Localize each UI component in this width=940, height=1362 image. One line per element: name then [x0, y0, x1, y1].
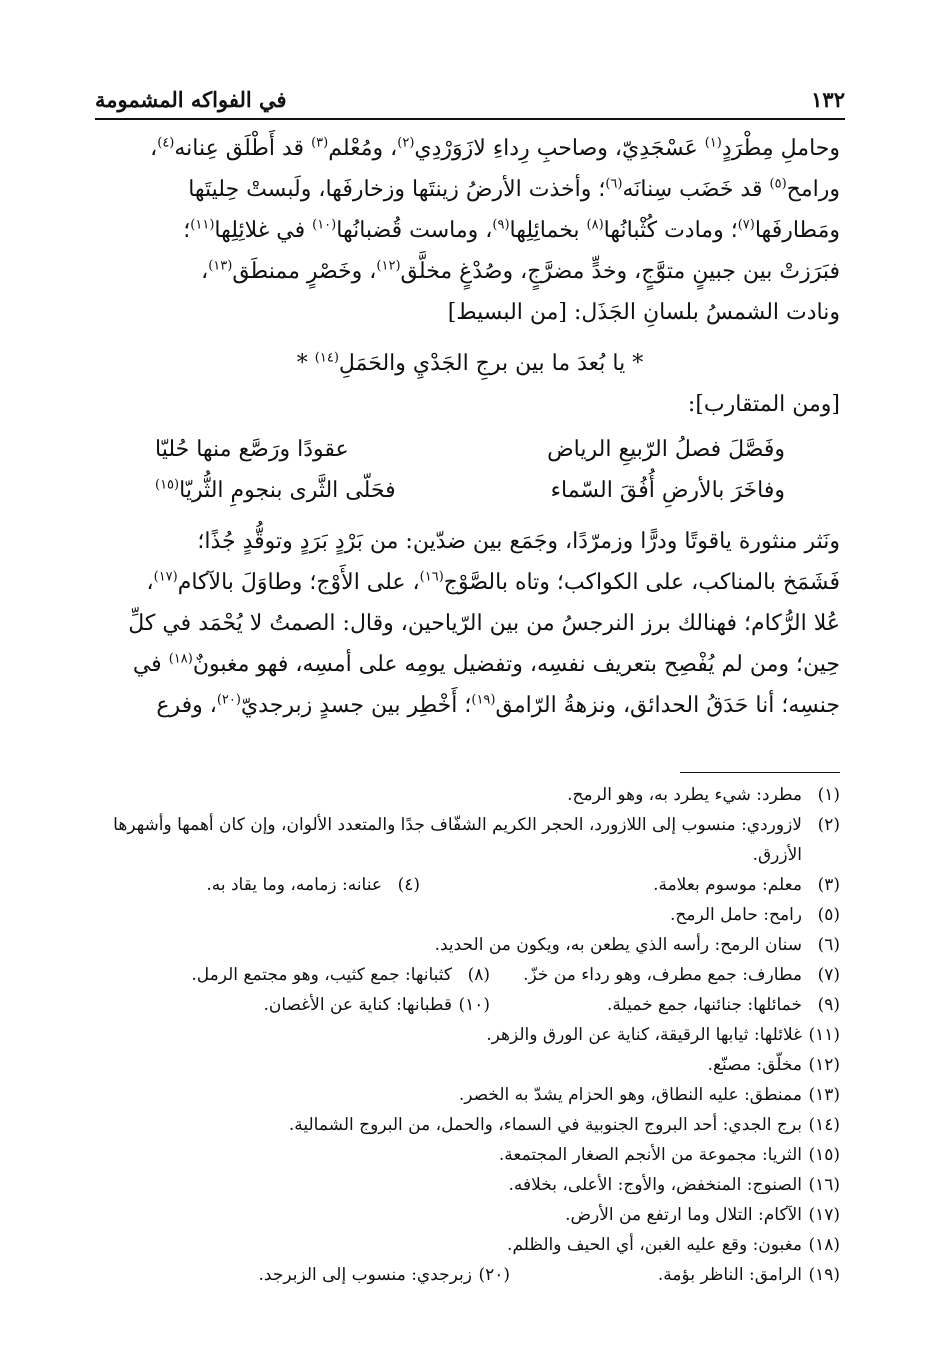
- footnote: (٥) رامح: حامل الرمح.: [670, 905, 840, 925]
- footnote-ref: (١٣): [208, 258, 233, 274]
- footnote: (١٢) مخلّق: مصنّع.: [707, 1055, 840, 1075]
- verse-hemistich: عقودًا ورَصَّع منها حُليّا: [155, 437, 349, 462]
- footnote: (١١) غلائلها: ثيابها الرقيقة، كناية عن الورق والزهر.: [486, 1025, 840, 1045]
- text-line: جنسِه؛ أنا حَدَقُ الحدائق، ونزهةُ الرّامق$^{(١٩)}$؛ أَخْطِر بين جسدٍ زبرجديّ$^{(٢٠)}$، وفرع: [156, 692, 840, 718]
- footnote-pair: [100, 870, 840, 900]
- text-line: ومَطارفَها$^{(٧)}$؛ ومادت كُثْبانُها$^{(٨)}$ بخمائِلِها$^{(٩)}$، وماست قُضبانُها$^{(١٠)}$ في غلائِلِها$^{(١١)}$؛: [183, 217, 840, 243]
- header-divider: [95, 118, 845, 120]
- footnote-ref: (١٧): [153, 569, 178, 585]
- footnote: (١٥) الثريا: مجموعة من الأنجم الصغار المجتمعة.: [498, 1145, 840, 1165]
- footnote: (٣) معلم: موسوم بعلامة.: [653, 875, 840, 895]
- footnotes: [100, 780, 840, 1290]
- footnote: (١٨) مغبون: وقع عليه الغبن، أي الحيف والظلم.: [507, 1235, 840, 1255]
- verse-hemistich: فحَلّى الثَّرى بنجومِ الثُّريّا$^{(١٥)}$: [155, 477, 396, 503]
- text-line: ونَثر منثورة ياقوتًا ودرًّا وزمرّدًا، وجَمَع بين ضدّين: من بَرْدٍ بَرَدٍ وتوقُّدٍ جُذًا؛: [197, 529, 840, 554]
- footnote: (١٧) الآكام: التلال وما ارتفع من الأرض.: [565, 1205, 840, 1225]
- footnote: (١٦) الصنوج: المنخفض، والأوج: الأعلى، بخلافه.: [508, 1175, 840, 1195]
- footnote: (٢) لازوردي: منسوب إلى اللازورد، الحجر الكريم الشفّاف جدًا والمتعدد الألوان، وإن كان أهمها وأشهرها الأزرق.: [113, 815, 840, 865]
- footnote-ref: (١٤): [314, 350, 339, 366]
- footnote: (٩) خمائلها: جنائنها، جمع خميلة.: [606, 995, 840, 1015]
- footnote: (١) مطرد: شيء يطرد به، وهو الرمح.: [567, 785, 840, 805]
- main-text: [100, 128, 840, 726]
- text-line: وحاملِ مِطْرَدٍ$^{(١)}$ عَسْجَدِيّ، وصاحبِ رِداءِ لازَوَرْدِي$^{(٢)}$، ومُعْلم$^{(٣)}$ قد أَطْلَق عِنانه$^{(٤)}$،: [150, 135, 840, 161]
- text-line: عُلا الرُّكام؛ فهنالك برز النرجسُ من بين الرّياحين، وقال: الصمتُ لا يُحْمَد في كلِّ: [128, 611, 840, 636]
- footnote-ref: (١٦): [419, 569, 444, 585]
- page-header: [95, 84, 845, 114]
- footnote: (١٠) قطبانها: كناية عن الأغصان.: [263, 995, 490, 1015]
- meter-line: [ومن المتقارب]:: [687, 392, 840, 417]
- text-line: فبَرَزتْ بين جبينٍ متوَّجٍ، وخدٍّ مضرَّجٍ، وصُدْغٍ مخلَّق$^{(١٢)}$، وخَصْرٍ ممنطَق$^{(١٣)}$،: [201, 258, 840, 284]
- footnote-pair: [100, 1260, 840, 1290]
- footnote-ref: (١٢): [376, 258, 401, 274]
- verse-row: [100, 429, 840, 470]
- verse-single: * يا بُعدَ ما بين برجِ الجَدْيِ والحَمَلِ$^{(١٤)}$ *: [296, 350, 644, 376]
- footnote: (٧) مطارف: جمع مطرف، وهو رداء من خزّ.: [523, 965, 840, 985]
- footnote-ref: (١٩): [471, 692, 496, 708]
- footnote: (٢٠) زبرجدي: منسوب إلى الزبرجد.: [258, 1265, 510, 1285]
- footnote-ref: (١): [704, 135, 722, 151]
- verse-hemistich: وفَصَّلَ فصلُ الرّبيعِ الرياض: [547, 437, 785, 462]
- footnote: (٨) كثبانها: جمع كثيب، وهو مجتمع الرمل.: [191, 965, 490, 985]
- text-line: ورامح$^{(٥)}$ قد خَضَب سِنانَه$^{(٦)}$؛ وأخذت الأرضُ زينتَها وزخارفَها، ولَبستْ حِليتَها: [188, 176, 840, 202]
- footnote-ref: (٦): [605, 176, 623, 192]
- meter-line: ونادت الشمسُ بلسانِ الجَذَل: [من البسيط]: [447, 300, 840, 325]
- footnote: (٦) سنان الرمح: رأسه الذي يطعن به، ويكون من الحديد.: [434, 935, 840, 955]
- footnote-ref: (٩): [492, 217, 510, 233]
- footnote-ref: (٣): [311, 135, 329, 151]
- footnote-ref: (١٥): [155, 477, 180, 493]
- footnote: (١٩) الرامق: الناظر بؤمة.: [657, 1265, 840, 1285]
- footnote: (٤) عنانه: زمامه، وما يقاد به.: [206, 875, 420, 895]
- running-title: في الفواكه المشمومة: [95, 86, 287, 112]
- verse-row: [100, 470, 840, 511]
- footnote-ref: (٢٠): [216, 692, 241, 708]
- footnote-ref: (١٨): [168, 651, 193, 667]
- footnote-pair: [100, 960, 840, 990]
- footnote-ref: (١١): [190, 217, 215, 233]
- footnote-ref: (١٠): [312, 217, 337, 233]
- footnote-ref: (٢): [397, 135, 415, 151]
- page-number: ١٣٢: [811, 86, 845, 112]
- footnote-pair: [100, 990, 840, 1020]
- footnote-ref: (٨): [586, 217, 604, 233]
- text-line: حِين؛ ومن لم يُفْصِح بتعريف نفسِه، وتفضيل يومِه على أمسِه، فهو مغبونٌ$^{(١٨)}$ في: [132, 651, 840, 677]
- text-line: فَشَمَخ بالمناكب، على الكواكب؛ وتاه بالصَّوْج$^{(١٦)}$، على الأَوْج؛ وطاوَلَ بالآكام$^{(١٧)}$،: [146, 569, 840, 595]
- footnote: (١٤) برج الجدي: أحد البروج الجنوبية في السماء، والحمل، من البروج الشمالية.: [288, 1115, 840, 1135]
- footnote-ref: (٥): [769, 176, 787, 192]
- verse-hemistich: وفاخَرَ بالأرضِ أُفُقَ السّماء: [550, 478, 785, 503]
- footnote-divider: [680, 772, 840, 773]
- footnote: (١٣) ممنطق: عليه النطاق، وهو الحزام يشدّ به الخصر.: [458, 1085, 840, 1105]
- footnote-ref: (٤): [157, 135, 175, 151]
- footnote-ref: (٧): [737, 217, 755, 233]
